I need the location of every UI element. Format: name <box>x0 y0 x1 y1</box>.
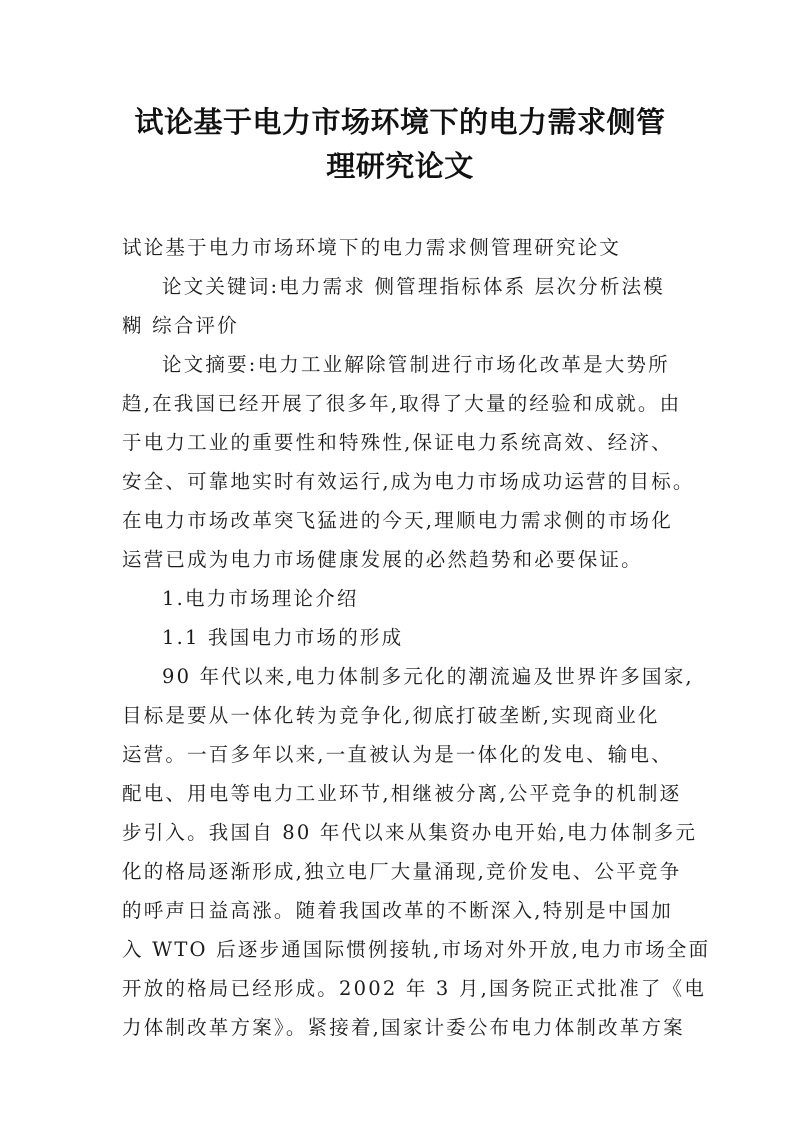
document-title-line-1: 试论基于电力市场环境下的电力需求侧管 <box>134 105 666 139</box>
body-line: 开放的格局已经形成。2002 年 3 月,国务院正式批准了《电 <box>122 977 707 1000</box>
section-heading: 1.电力市场理论介绍 <box>162 587 359 610</box>
abstract-line: 运营已成为电力市场健康发展的必然趋势和必要保证。 <box>122 548 643 571</box>
document-title-line-2: 理研究论文 <box>326 149 474 183</box>
abstract-line: 在电力市场改革突飞猛进的今天,理顺电力需求侧的市场化 <box>122 509 673 532</box>
keywords-line: 论文关键词:电力需求 侧管理指标体系 层次分析法模 <box>162 275 665 298</box>
body-line: 目标是要从一体化转为竞争化,彻底打破垄断,实现商业化 <box>122 704 660 727</box>
body-line: 90 年代以来,电力体制多元化的潮流遍及世界许多国家, <box>162 665 694 688</box>
body-line: 的呼声日益高涨。随着我国改革的不断深入,特别是中国加 <box>122 899 673 922</box>
body-line: 力体制改革方案》。紧接着,国家计委公布电力体制改革方案 <box>122 1016 685 1039</box>
abstract-line: 于电力工业的重要性和特殊性,保证电力系统高效、经济、 <box>122 431 673 454</box>
abstract-line: 论文摘要:电力工业解除管制进行市场化改革是大势所 <box>162 353 670 376</box>
body-line: 配电、用电等电力工业环节,相继被分离,公平竞争的机制逐 <box>122 782 682 805</box>
body-line: 步引入。我国自 80 年代以来从集资办电开始,电力体制多元 <box>122 821 698 844</box>
keywords-line: 糊 综合评价 <box>122 314 239 337</box>
subsection-heading: 1.1 我国电力市场的形成 <box>162 626 404 649</box>
abstract-line: 趋,在我国已经开展了很多年,取得了大量的经验和成就。由 <box>122 392 682 415</box>
body-line: 入 WTO 后逐步通国际惯例接轨,市场对外开放,电力市场全面 <box>122 938 711 961</box>
body-line: 化的格局逐渐形成,独立电厂大量涌现,竞价发电、公平竞争 <box>122 860 682 883</box>
abstract-line: 安全、可靠地实时有效运行,成为电力市场成功运营的目标。 <box>122 470 695 493</box>
paragraph-heading: 试论基于电力市场环境下的电力需求侧管理研究论文 <box>122 236 622 259</box>
body-line: 运营。一百多年以来,一直被认为是一体化的发电、输电、 <box>122 743 673 766</box>
